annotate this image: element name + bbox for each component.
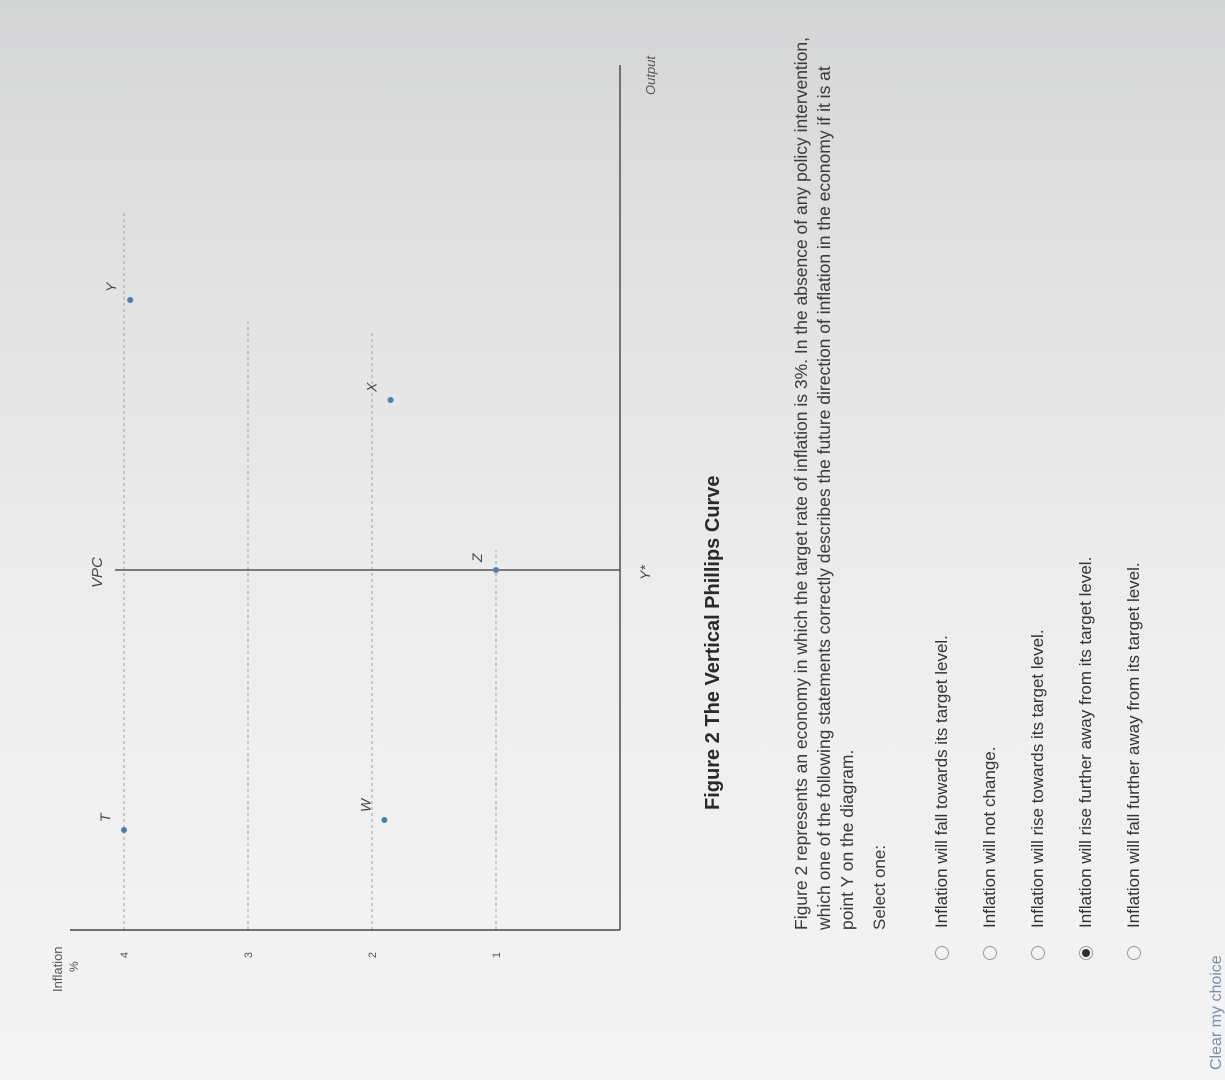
x-axis-label: Output [643,55,658,95]
point-w [381,817,387,823]
vpc-label: VPC [89,557,106,588]
y-tick-1: 1 [491,952,503,959]
point-label-z: Z [469,553,485,562]
clear-choice-link[interactable]: Clear my choice [1208,955,1225,1070]
radio-option-1[interactable] [935,946,949,960]
y-tick-3: 3 [243,952,255,959]
radio-option-2[interactable] [983,946,997,960]
y-tick-2: 2 [367,952,379,959]
radio-option-5[interactable] [1127,946,1141,960]
y-axis-unit: % [67,961,81,972]
y-star-label: Y* [637,565,653,580]
option-1[interactable] [918,557,966,960]
point-label-w: W [357,798,374,812]
option-5[interactable] [1110,557,1158,960]
answer-options [918,557,1158,960]
radio-option-4[interactable] [1079,946,1093,960]
point-label-y: Y [103,282,120,292]
point-y [127,297,133,303]
option-2[interactable] [966,557,1014,960]
point-z [493,567,499,573]
option-1-label[interactable]: Inflation will fall towards its target level. [932,635,951,928]
select-one-label: Select one: [870,844,889,930]
y-tick-4: 4 [119,952,131,959]
option-5-label[interactable]: Inflation will fall further away from its target level. [1124,562,1143,928]
option-3-label[interactable]: Inflation will rise towards its target level. [1028,629,1047,928]
option-2-label[interactable]: Inflation will not change. [980,746,999,928]
point-label-t: T [97,813,113,822]
option-4-label[interactable]: Inflation will rise further away from its target level. [1076,556,1095,928]
point-t [121,827,127,833]
option-4[interactable] [1062,557,1110,960]
radio-option-3[interactable] [1031,946,1045,960]
point-x [388,397,394,403]
question-text: Figure 2 represents an economy in which the target rate of inflation is 3%. In the absence of any policy intervention, which one of the following statements correctly describes the future direction of inflation in the economy if it is at point Y on the diagram. [791,36,857,930]
y-axis-label: Inflation [50,946,65,992]
figure-caption: Figure 2 The Vertical Phillips Curve [702,475,724,810]
point-label-x: X [363,382,380,392]
option-3[interactable] [1014,557,1062,960]
